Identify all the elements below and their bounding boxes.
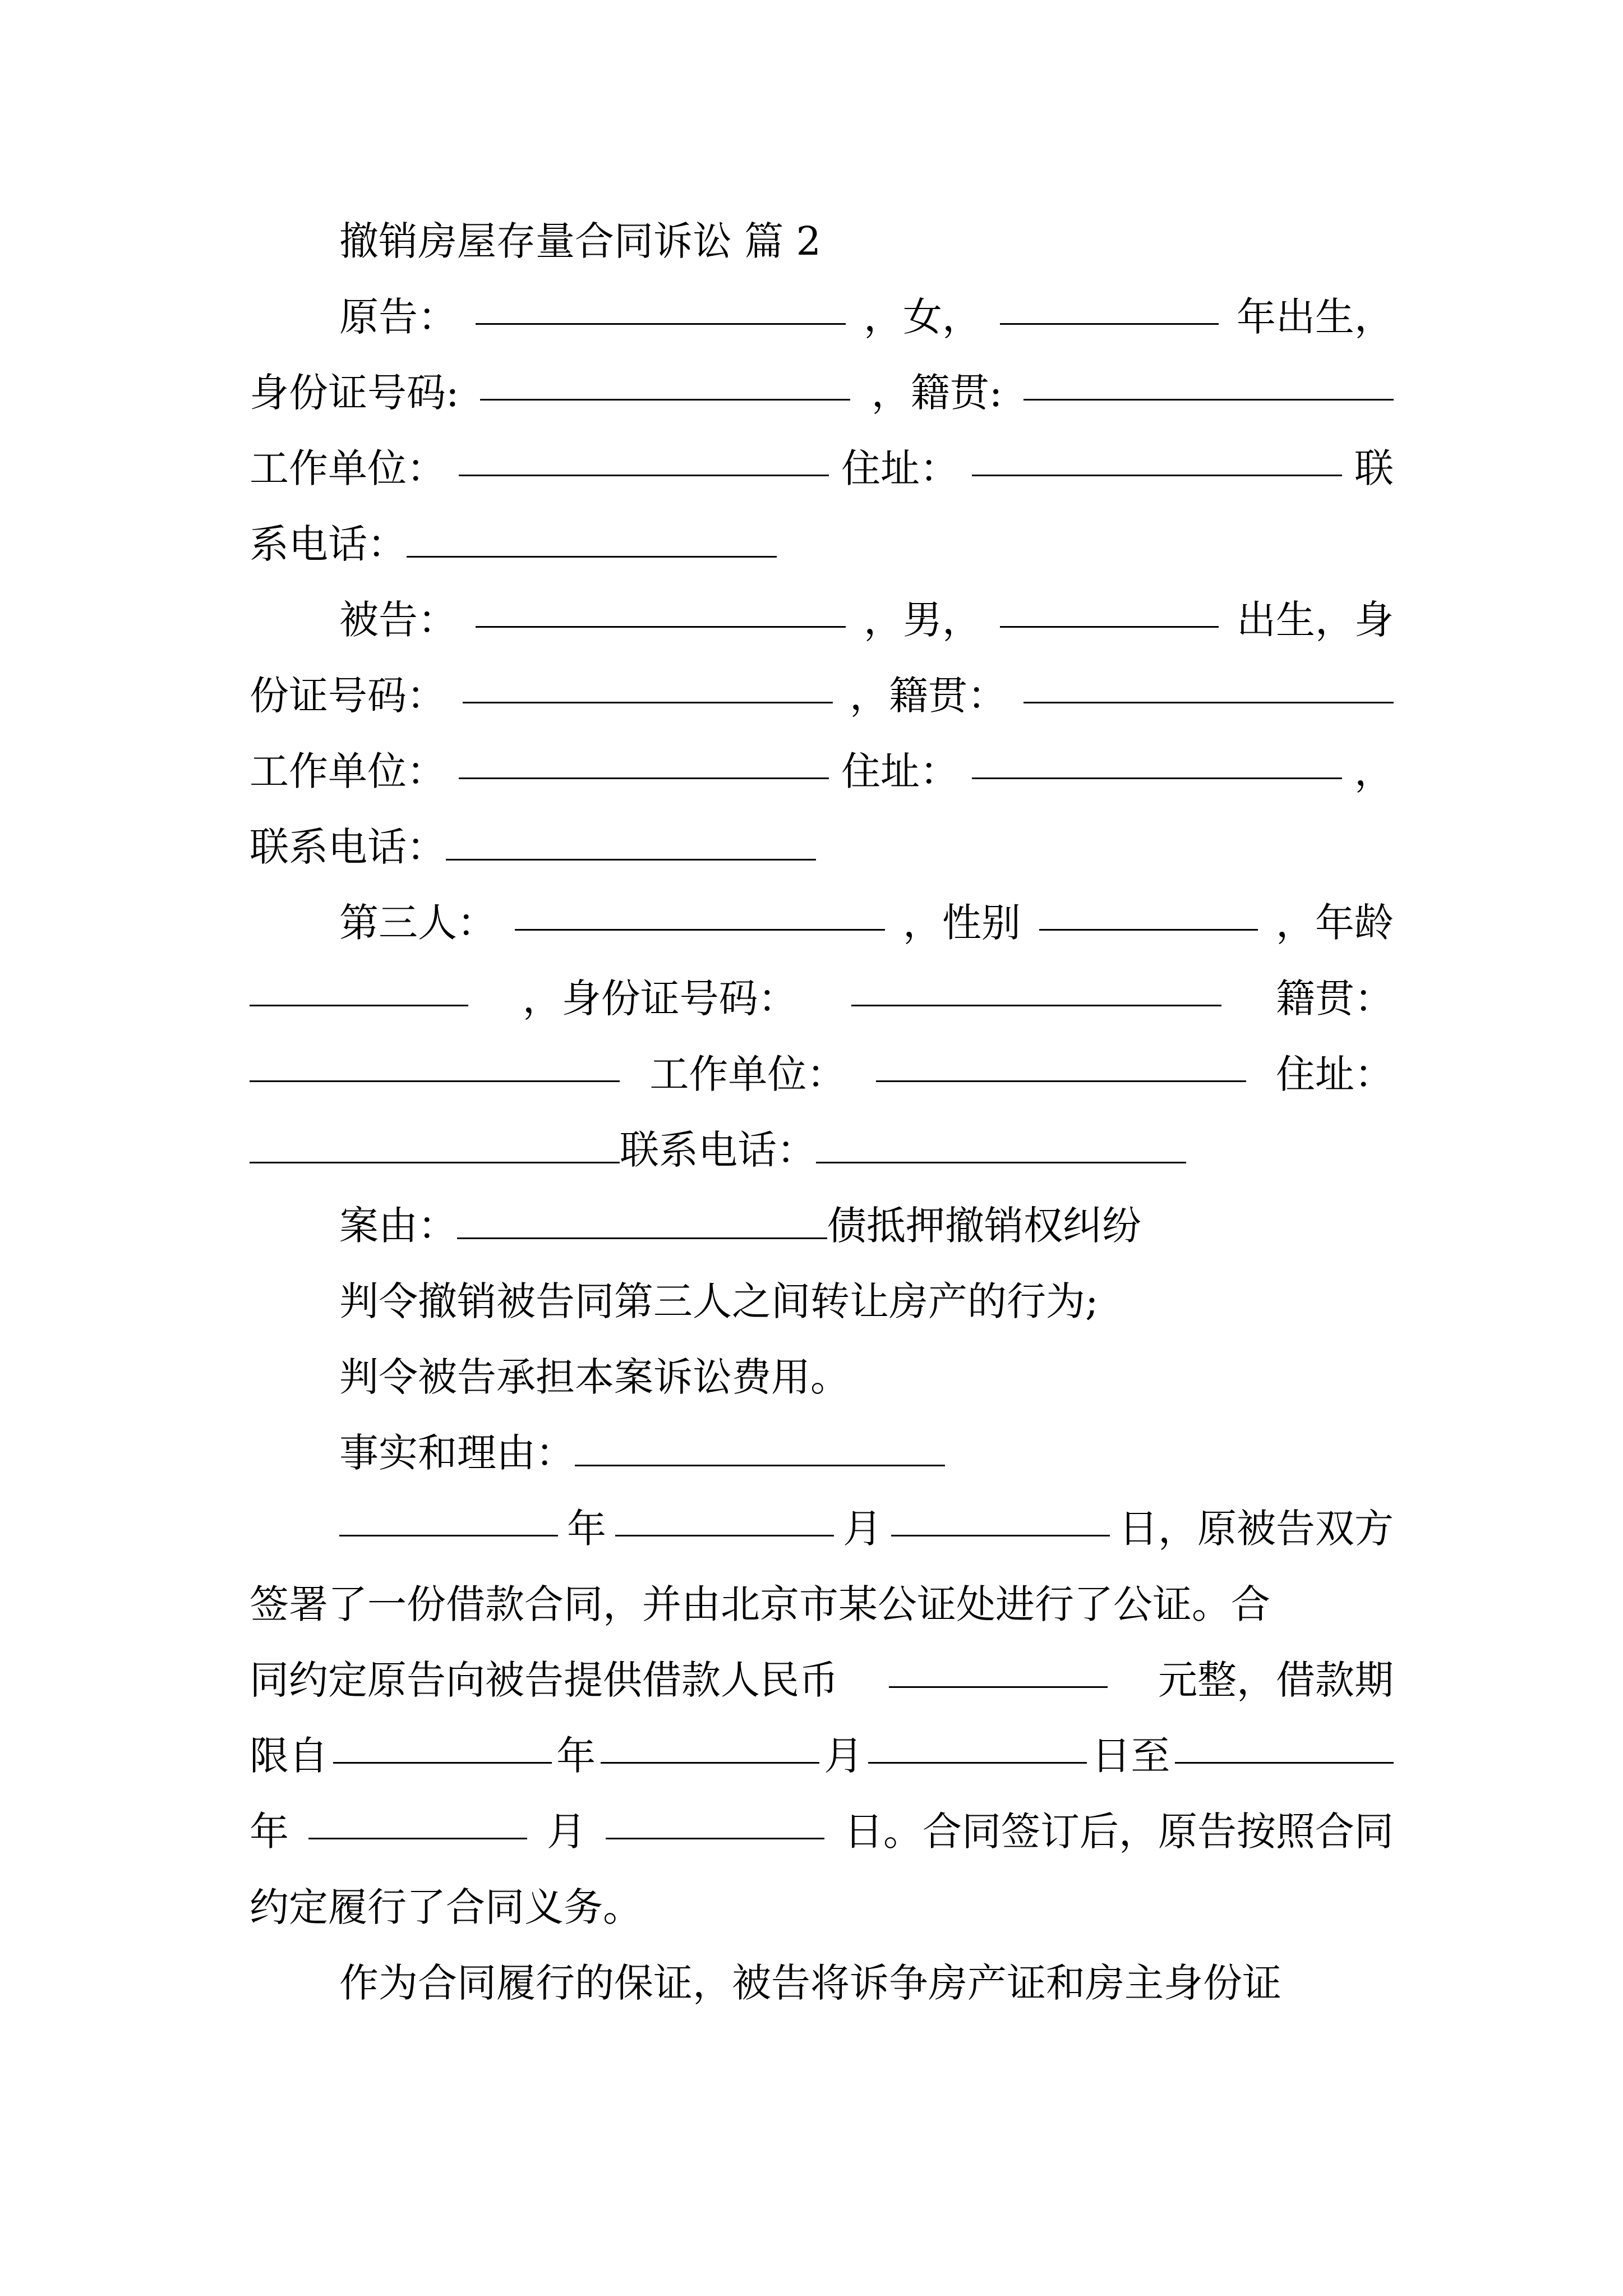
third-party-id-label: ，身份证号码： <box>522 976 797 1022</box>
defendant-work-label: 工作单位： <box>250 748 446 794</box>
plaintiff-address-label: 住址： <box>841 445 959 491</box>
plaintiff-line-1 <box>250 286 1394 348</box>
facts-line-5 <box>250 1801 1394 1862</box>
third-party-age-blank[interactable] <box>250 968 468 1006</box>
facts-start-year-blank[interactable] <box>333 1725 552 1764</box>
defendant-phone-label: 联系电话： <box>250 824 446 870</box>
facts-label-line <box>250 1422 1394 1484</box>
plaintiff-birth-suffix: 年出生， <box>1237 294 1394 340</box>
defendant-gender: ，男， <box>864 597 981 643</box>
facts-line-3a: 同约定原告向被告提供借款人民币 <box>250 1657 838 1703</box>
third-party-line-1 <box>250 892 1394 954</box>
cause-suffix: 债抵押撤销权纠纷 <box>827 1203 1141 1249</box>
defendant-comma: ， <box>1354 748 1394 794</box>
title-text: 撤销房屋存量合同诉讼 篇 2 <box>339 218 822 264</box>
third-party-line-2 <box>250 968 1394 1029</box>
document-title <box>250 210 1394 272</box>
facts-line-5b: 月 <box>547 1809 586 1855</box>
facts-line-4c: 月 <box>824 1733 864 1779</box>
plaintiff-line-4 <box>250 513 1394 575</box>
defendant-id-label: 份证号码： <box>250 673 446 719</box>
facts-label: 事实和理由： <box>339 1430 575 1476</box>
defendant-id-blank[interactable] <box>463 665 833 703</box>
third-party-age-label: ，年龄 <box>1276 900 1394 946</box>
third-party-native-blank[interactable] <box>250 1043 620 1082</box>
facts-year-blank[interactable] <box>339 1498 558 1536</box>
facts-blank[interactable] <box>575 1428 945 1466</box>
facts-line-2 <box>250 1573 1394 1635</box>
plaintiff-line-2 <box>250 362 1394 424</box>
third-party-address-blank[interactable] <box>250 1125 620 1163</box>
defendant-line-1 <box>250 589 1394 651</box>
defendant-birth-suffix: 出生，身 <box>1237 597 1394 643</box>
defendant-native-blank[interactable] <box>1023 665 1394 703</box>
third-party-id-blank[interactable] <box>851 968 1221 1006</box>
cause-label: 案由： <box>339 1203 457 1249</box>
facts-line-4d: 日至 <box>1091 1733 1170 1779</box>
facts-line-2-text: 签署了一份借款合同，并由北京市某公证处进行了公证。合 <box>250 1581 1270 1627</box>
plaintiff-label: 原告： <box>339 294 457 340</box>
claim-line-2 <box>250 1346 1394 1408</box>
claim-1-text: 判令撤销被告同第三人之间转让房产的行为; <box>339 1278 1099 1324</box>
facts-day-sign: 日，原被告双方 <box>1119 1506 1394 1552</box>
plaintiff-work-label: 工作单位： <box>250 445 446 491</box>
defendant-phone-blank[interactable] <box>446 822 816 861</box>
defendant-birth-blank[interactable] <box>1000 589 1219 628</box>
facts-line-5a: 年 <box>250 1809 289 1855</box>
plaintiff-native-blank[interactable] <box>1023 362 1394 401</box>
claim-line-1 <box>250 1271 1394 1332</box>
plaintiff-line-3 <box>250 438 1394 499</box>
facts-line-7-text: 作为合同履行的保证，被告将诉争房产证和房主身份证 <box>339 1960 1281 2006</box>
third-party-native-label: 籍贯： <box>1275 976 1394 1022</box>
facts-line-1 <box>250 1498 1394 1559</box>
facts-end-month-blank[interactable] <box>308 1801 527 1839</box>
facts-line-4 <box>250 1725 1394 1787</box>
defendant-work-blank[interactable] <box>459 740 829 779</box>
facts-line-3 <box>250 1649 1394 1711</box>
third-party-line-3 <box>250 1043 1394 1105</box>
claim-2-text: 判令被告承担本案诉讼费用。 <box>339 1354 850 1400</box>
facts-end-day-blank[interactable] <box>606 1801 824 1839</box>
defendant-address-blank[interactable] <box>972 740 1342 779</box>
facts-line-3b: 元整，借款期 <box>1158 1657 1394 1703</box>
third-party-address-label: 住址： <box>1275 1051 1394 1097</box>
third-party-work-label: 工作单位： <box>649 1051 846 1097</box>
facts-day-blank[interactable] <box>891 1498 1110 1536</box>
plaintiff-name-blank[interactable] <box>476 286 846 325</box>
plaintiff-native-label: ，籍贯: <box>871 370 1003 416</box>
defendant-label: 被告： <box>339 597 457 643</box>
third-party-gender-blank[interactable] <box>1039 892 1258 931</box>
third-party-name-blank[interactable] <box>515 892 885 931</box>
facts-line-6-text: 约定履行了合同义务。 <box>250 1884 642 1930</box>
defendant-line-4 <box>250 816 1394 878</box>
facts-line-6 <box>250 1876 1394 1938</box>
plaintiff-work-blank[interactable] <box>459 438 829 476</box>
facts-start-month-blank[interactable] <box>601 1725 819 1764</box>
third-party-phone-label: 联系电话： <box>620 1127 816 1173</box>
plaintiff-id-blank[interactable] <box>480 362 850 401</box>
third-party-work-blank[interactable] <box>876 1043 1246 1082</box>
defendant-line-3 <box>250 740 1394 802</box>
cause-line <box>250 1195 1394 1257</box>
facts-amount-blank[interactable] <box>889 1649 1108 1688</box>
third-party-label: 第三人： <box>339 900 496 946</box>
facts-month: 月 <box>843 1506 882 1552</box>
defendant-name-blank[interactable] <box>476 589 846 628</box>
third-party-line-4 <box>250 1119 1394 1181</box>
facts-end-year-blank[interactable] <box>1175 1725 1394 1764</box>
facts-line-4b: 年 <box>556 1733 596 1779</box>
facts-month-blank[interactable] <box>615 1498 834 1536</box>
plaintiff-birth-blank[interactable] <box>1000 286 1219 325</box>
facts-year: 年 <box>567 1506 606 1552</box>
plaintiff-id-label: 身份证号码: <box>250 370 459 416</box>
plaintiff-gender: ，女， <box>864 294 981 340</box>
cause-blank[interactable] <box>457 1200 827 1239</box>
facts-line-4a: 限自 <box>250 1733 328 1779</box>
facts-line-7 <box>250 1952 1394 2014</box>
plaintiff-phone-part1: 联 <box>1354 445 1394 491</box>
plaintiff-phone-label: 系电话： <box>250 521 407 567</box>
defendant-native-label: ，籍贯： <box>850 673 1007 719</box>
third-party-gender-label: ，性别 <box>903 900 1021 946</box>
plaintiff-address-blank[interactable] <box>972 438 1342 476</box>
facts-start-day-blank[interactable] <box>868 1725 1087 1764</box>
defendant-line-2 <box>250 665 1394 726</box>
facts-line-5c: 日。合同签订后，原告按照合同 <box>844 1809 1394 1855</box>
defendant-address-label: 住址： <box>841 748 959 794</box>
plaintiff-phone-blank[interactable] <box>407 519 777 558</box>
third-party-phone-blank[interactable] <box>816 1125 1186 1163</box>
